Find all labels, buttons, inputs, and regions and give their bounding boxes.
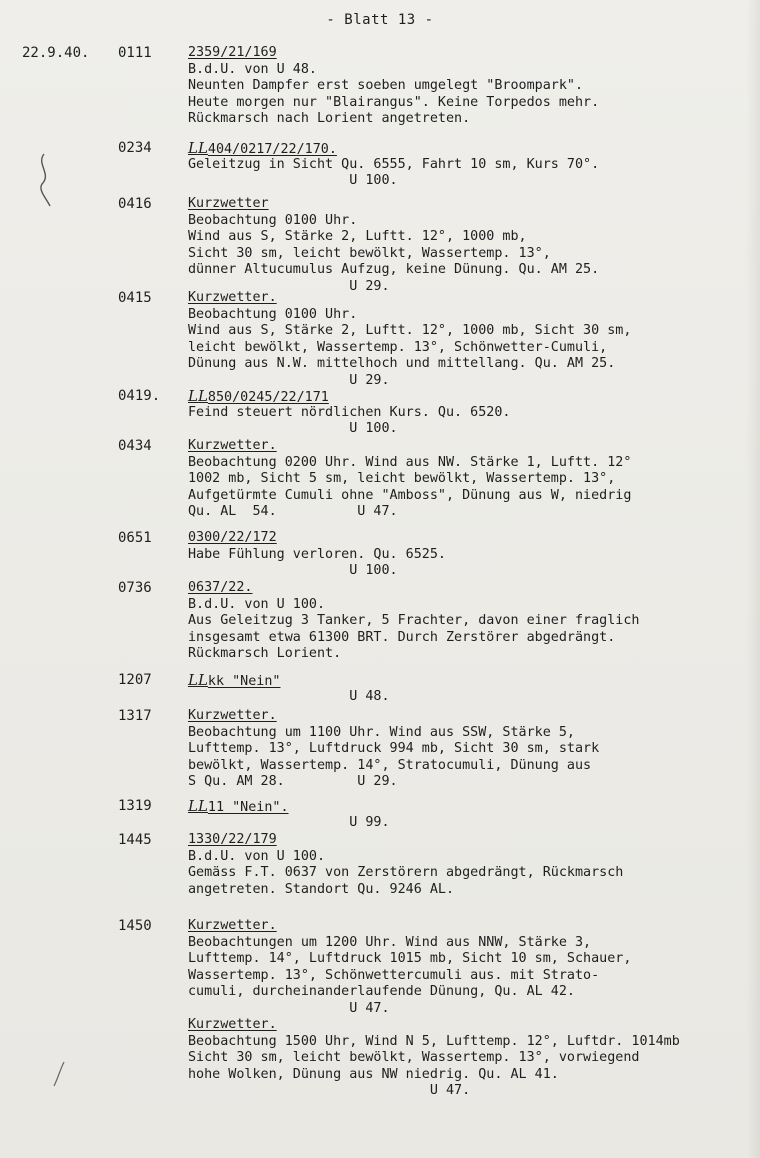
message-reference: Kurzwetter: [188, 196, 269, 211]
entry-time: 0416: [118, 196, 152, 212]
message-text: U 100.: [188, 173, 398, 188]
entry-time: 0415: [118, 290, 152, 306]
entry-line: [188, 689, 754, 706]
entry-time: 0736: [118, 580, 152, 596]
entry-line: [188, 758, 754, 775]
entry-time: 1450: [118, 918, 152, 934]
message-text: Feind steuert nördlichen Kurs. Qu. 6520.: [188, 404, 511, 420]
entry-line: [188, 455, 754, 472]
entry-line: [188, 246, 754, 263]
message-text: U 47.: [188, 1083, 471, 1098]
message-text: Beobachtung um 1100 Uhr. Wind aus SSW, Stärke 5,: [188, 724, 575, 740]
entry-line: [188, 815, 754, 832]
entry-line: [188, 173, 754, 190]
entry-line: [188, 373, 754, 390]
entry-time: 1319: [118, 798, 152, 814]
message-reference: Kurzwetter.: [188, 1017, 277, 1032]
message-text: Heute morgen nur "Blairangus". Keine Torpedos mehr.: [188, 94, 600, 110]
message-text: Lufttemp. 14°, Luftdruck 1015 mb, Sicht 10 sm, Schauer,: [188, 951, 632, 966]
entry-line: [188, 307, 754, 324]
entry-body: [188, 388, 754, 438]
entry-heading: [188, 832, 754, 849]
entry-body: [188, 832, 754, 898]
entry-line: [188, 340, 754, 357]
entry-body: [188, 580, 754, 663]
message-text: angetreten. Standort Qu. 9246 AL.: [188, 881, 455, 897]
message-text: Sicht 30 sm, leicht bewölkt, Wassertemp. 13°, vorwiegend: [188, 1050, 640, 1065]
entry-body: [188, 798, 754, 831]
message-text: Wassertemp. 13°, Schönwettercumuli aus. mit Strato-: [188, 967, 600, 983]
message-text: U 100.: [188, 563, 398, 578]
entry-body: [188, 708, 754, 791]
entry-line: [188, 865, 754, 882]
entry-time: 1445: [118, 832, 152, 848]
entry-line: [188, 725, 754, 742]
entry-line: [188, 1083, 754, 1100]
page-header: - Blatt 13 -: [326, 12, 434, 28]
entry-body: [188, 918, 754, 1100]
entry-heading: [188, 918, 754, 935]
entry-heading: [188, 290, 754, 307]
entry-line: [188, 421, 754, 438]
entry-heading: [188, 530, 754, 547]
pencil-mark-left-icon: [30, 150, 70, 210]
message-text: Wind aus S, Stärke 2, Luftt. 12°, 1000 mb,: [188, 229, 527, 244]
entry-time: 0234: [118, 140, 152, 156]
entry-line: [188, 95, 754, 112]
message-reference: 0637/22.: [188, 580, 253, 595]
entry-heading: [188, 672, 754, 689]
message-text: Gemäss F.T. 0637 von Zerstörern abgedrängt, Rückmarsch: [188, 865, 624, 880]
message-text: Dünung aus N.W. mittelhoch und mittellang. Qu. AM 25.: [188, 356, 616, 371]
entry-time: 0111: [118, 45, 152, 61]
message-text: insgesamt etwa 61300 BRT. Durch Zerstörer abgedrängt.: [188, 629, 616, 645]
message-text: Beobachtung 0200 Uhr. Wind aus NW. Stärke 1, Luftt. 12°: [188, 454, 632, 470]
entry-line: [188, 1050, 754, 1067]
message-text: Neunten Dampfer erst soeben umgelegt "Broompark".: [188, 78, 584, 93]
message-reference: Kurzwetter.: [188, 708, 277, 723]
handwritten-initials: LL: [188, 387, 208, 405]
message-reference: 850/0245/22/171: [207, 390, 329, 405]
entry-heading: [188, 388, 754, 405]
message-reference: 1330/22/179: [188, 832, 277, 847]
message-text: dünner Altucumulus Aufzug, keine Dünung. Qu. AM 25.: [188, 262, 600, 277]
entry-line: [188, 1034, 754, 1051]
message-reference: Kurzwetter.: [188, 438, 277, 453]
entry-heading: [188, 438, 754, 455]
entry-line: [188, 213, 754, 230]
handwritten-initials: LL: [188, 797, 208, 815]
entry-line: [188, 111, 754, 128]
entry-heading: [188, 580, 754, 597]
message-text: Qu. AL 54. U 47.: [188, 504, 398, 519]
entry-line: [188, 968, 754, 985]
entry-body: [188, 45, 754, 128]
message-text: B.d.U. von U 48.: [188, 61, 317, 77]
message-text: U 29.: [188, 372, 390, 388]
message-text: B.d.U. von U 100.: [188, 848, 326, 864]
entry-line: [188, 741, 754, 758]
entry-line: [188, 78, 754, 95]
entry-line: [188, 229, 754, 246]
message-text: U 48.: [188, 688, 390, 704]
entry-line: [188, 323, 754, 340]
message-text: U 29.: [188, 278, 390, 294]
message-text: Geleitzug in Sicht Qu. 6555, Fahrt 10 sm, Kurs 70°.: [188, 156, 600, 172]
message-text: leicht bewölkt, Wassertemp. 13°, Schönwetter-Cumuli,: [188, 339, 608, 355]
entry-line: [188, 488, 754, 505]
entry-time: 0434: [118, 438, 152, 454]
entry-time: 0419.: [118, 388, 161, 404]
entry-line: [188, 646, 754, 663]
entry-line: [188, 1001, 754, 1018]
message-text: Beobachtung 0100 Uhr.: [188, 306, 358, 322]
message-text: Sicht 30 sm, leicht bewölkt, Wassertemp. 13°,: [188, 245, 551, 261]
message-text: Aufgetürmte Cumuli ohne "Amboss", Dünung aus W, niedrig: [188, 487, 632, 503]
message-text: 1002 mb, Sicht 5 sm, leicht bewölkt, Wassertemp. 13°,: [188, 471, 616, 486]
message-reference: 2359/21/169: [188, 45, 277, 60]
message-reference: 11 "Nein".: [207, 800, 289, 815]
entry-time: 1317: [118, 708, 152, 724]
entry-heading: [188, 140, 754, 157]
message-text: U 100.: [188, 421, 398, 436]
entry-date: 22.9.40.: [22, 45, 90, 61]
entry-line: [188, 262, 754, 279]
message-text: Rückmarsch Lorient.: [188, 646, 342, 661]
entry-line: [188, 471, 754, 488]
message-text: bewölkt, Wassertemp. 14°, Stratocumuli, Dünung aus: [188, 757, 592, 773]
entry-body: [188, 196, 754, 295]
message-text: cumuli, durcheinanderlaufende Dünung, Qu. AL 42.: [188, 984, 575, 999]
message-text: U 99.: [188, 814, 390, 830]
entry-line: [188, 951, 754, 968]
message-text: Rückmarsch nach Lorient angetreten.: [188, 111, 471, 126]
entry-line: [188, 563, 754, 580]
message-text: U 47.: [188, 1000, 390, 1016]
entry-body: [188, 672, 754, 705]
message-text: Aus Geleitzug 3 Tanker, 5 Frachter, davon einer fraglich: [188, 613, 640, 628]
entry-line: [188, 405, 754, 422]
handwritten-initials: LL: [188, 671, 208, 689]
handwritten-initials: LL: [188, 139, 208, 157]
entry-line: [188, 849, 754, 866]
message-text: Wind aus S, Stärke 2, Luftt. 12°, 1000 mb, Sicht 30 sm,: [188, 323, 632, 338]
entry-line: [188, 774, 754, 791]
entry-body: [188, 530, 754, 580]
message-reference: Kurzwetter.: [188, 290, 277, 305]
message-text: Beobachtung 0100 Uhr.: [188, 212, 358, 228]
entry-heading: [188, 1017, 754, 1034]
entry-line: [188, 1067, 754, 1084]
entry-time: 1207: [118, 672, 152, 688]
message-text: Beobachtung 1500 Uhr, Wind N 5, Lufttemp. 12°, Luftdr. 1014mb: [188, 1033, 680, 1049]
message-text: Habe Fühlung verloren. Qu. 6525.: [188, 546, 446, 562]
entry-heading: [188, 196, 754, 213]
entry-body: [188, 140, 754, 190]
message-text: B.d.U. von U 100.: [188, 596, 326, 612]
message-reference: 404/0217/22/170.: [207, 142, 337, 157]
entry-heading: [188, 798, 754, 815]
entry-line: [188, 597, 754, 614]
entry-time: 0651: [118, 530, 152, 546]
entry-line: [188, 356, 754, 373]
message-text: Beobachtungen um 1200 Uhr. Wind aus NNW, Stärke 3,: [188, 934, 592, 950]
entry-body: [188, 438, 754, 521]
message-text: Lufttemp. 13°, Luftdruck 994 mb, Sicht 30 sm, stark: [188, 741, 600, 756]
entry-heading: [188, 45, 754, 62]
entry-line: [188, 882, 754, 899]
entry-line: [188, 504, 754, 521]
message-text: S Qu. AM 28. U 29.: [188, 774, 398, 789]
entry-line: [188, 157, 754, 174]
entry-body: [188, 290, 754, 389]
message-reference: 0300/22/172: [188, 530, 277, 545]
entry-line: [188, 984, 754, 1001]
entry-line: [188, 630, 754, 647]
message-text: hohe Wolken, Dünung aus NW niedrig. Qu. AL 41.: [188, 1066, 559, 1082]
entry-line: [188, 62, 754, 79]
entry-line: [188, 613, 754, 630]
pencil-mark-margin-icon: [50, 1060, 70, 1090]
entry-line: [188, 547, 754, 564]
message-reference: kk "Nein": [207, 674, 281, 689]
message-reference: Kurzwetter.: [188, 918, 277, 933]
entry-line: [188, 935, 754, 952]
page-edge-shadow: [746, 0, 760, 1158]
entry-heading: [188, 708, 754, 725]
